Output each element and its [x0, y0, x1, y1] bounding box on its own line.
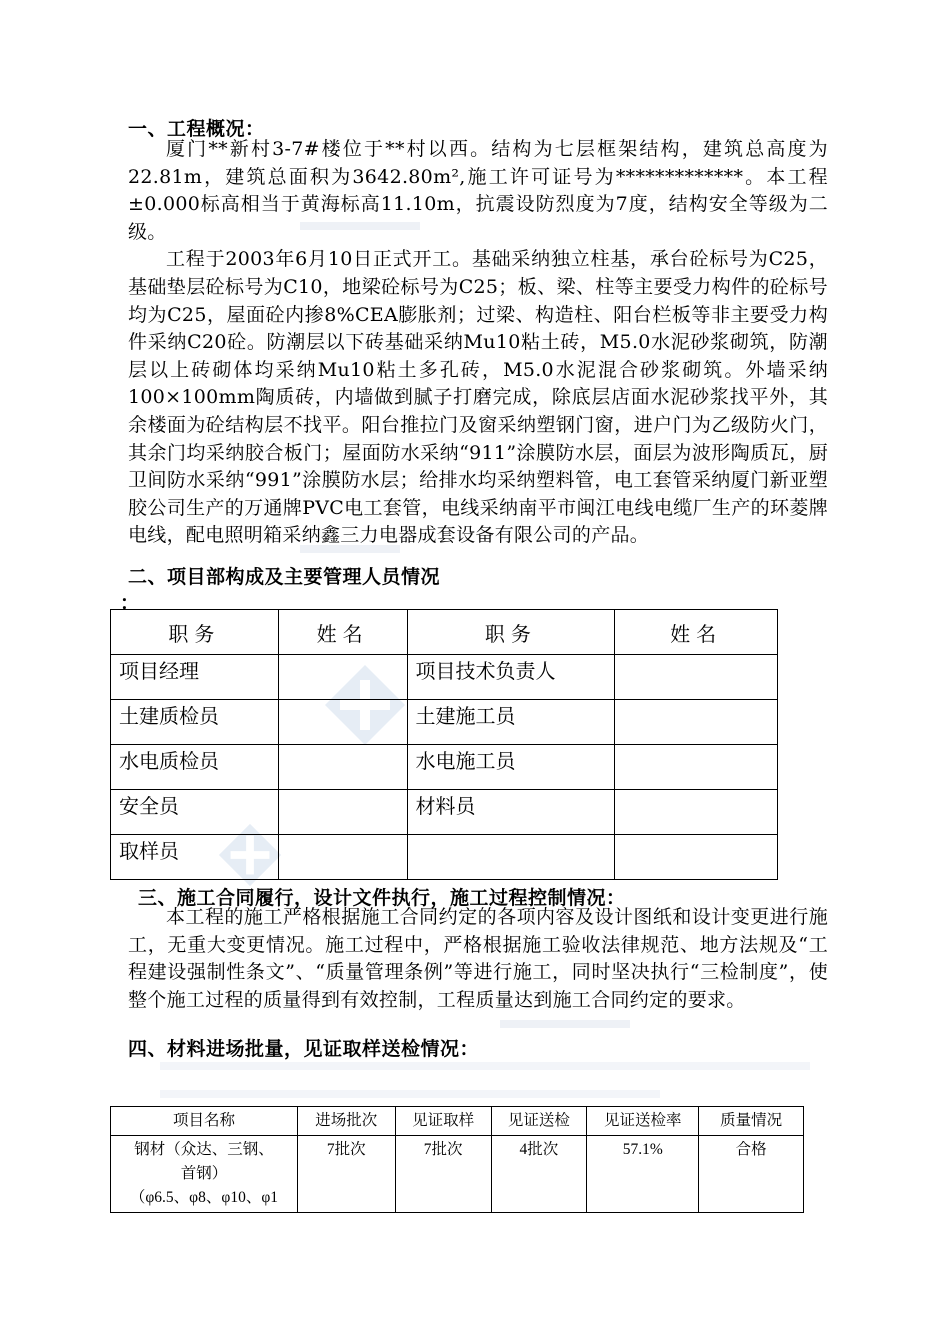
table-header-cell: 质量情况: [699, 1107, 804, 1136]
table-row: [111, 655, 778, 700]
table-row: [111, 835, 778, 880]
table-cell: 材料员: [407, 790, 615, 835]
watermark-text: [500, 1020, 630, 1028]
table-cell: 7批次: [297, 1136, 395, 1213]
table-cell: 土建质检员: [111, 700, 279, 745]
table-cell: [278, 745, 407, 790]
table-header-cell: 见证取样: [395, 1107, 491, 1136]
table-cell: [278, 790, 407, 835]
material-table: [110, 1106, 804, 1213]
table-cell: 安全员: [111, 790, 279, 835]
section-heading: 四、材料进场批量，见证取样送检情况：: [128, 1038, 480, 1060]
cell-line: （φ6.5、φ8、φ10、φ1: [129, 1189, 279, 1206]
table-cell: [278, 700, 407, 745]
table-cell: [615, 745, 778, 790]
table-row: [111, 790, 778, 835]
table-header-cell: 姓名: [615, 610, 778, 655]
paragraph: 本工程的施工严格根据施工合同约定的各项内容及设计图纸和设计变更进行施工，无重大变更情况。施工过程中，严格根据施工验收法律规范、地方法规及“工程建设强制性条文”、“质量管理条例”等进行施工，同时坚决执行“三检制度”，使整个施工过程的质量得到有效控制，工程质量达到施工合同约定的要求。: [128, 906, 828, 1011]
table-cell: [615, 655, 778, 700]
table-cell: 7批次: [395, 1136, 491, 1213]
table-cell: [278, 835, 407, 880]
table-cell: 土建施工员: [407, 700, 615, 745]
table-cell: [615, 700, 778, 745]
section-heading: 一、工程概况：: [128, 118, 265, 140]
table-header-row: [111, 1107, 804, 1136]
table-header-cell: 进场批次: [297, 1107, 395, 1136]
table-header-row: [111, 610, 778, 655]
cell-line: 首钢）: [180, 1165, 228, 1182]
table-cell: [111, 1136, 298, 1213]
watermark-text: [160, 1062, 810, 1070]
table-cell: [615, 790, 778, 835]
table-header-cell: 见证送检率: [587, 1107, 699, 1136]
paragraph: 工程于2003年6月10日正式开工。基础采纳独立柱基，承台砼标号为C25，基础垫层砼标号为C10，地梁砼标号为C25；板、梁、柱等主要受力构件的砼标号均为C25，屋面砼内掺8%CEA膨胀剂；过梁、构造柱、阳台栏板等非主要受力构件采纳C20砼。防潮层以下砖基础采纳Mu10粘土砖，M5.0水泥砂浆砌筑，防潮层以上砖砌体均采纳Mu10粘土多孔砖，M5.0水泥混合砂浆砌筑。外墙采纳100×100mm陶质砖，内墙做到腻子打磨完成，除底层店面水泥砂浆找平外，其余楼面为砼结构层不找平。阳台推拉门及窗采纳塑钢门窗，进户门为乙级防火门，其余门均采纳胶合板门；屋面防水采纳“911”涂膜防水层，面层为波形陶质瓦，厨卫间防水采纳“991”涂膜防水层；给排水均采纳塑料管，电工套管采纳厦门新亚塑胶公司生产的万通牌PVC电工套管，电线采纳南平市闽江电线电缆厂生产的环菱牌电线，配电照明箱采纳鑫三力电器成套设备有限公司的产品。: [128, 248, 828, 547]
table-cell: 项目经理: [111, 655, 279, 700]
table-row: [111, 700, 778, 745]
table-cell: [615, 835, 778, 880]
section-body: [128, 904, 828, 1014]
table-header-cell: 职务: [111, 610, 279, 655]
section-heading: 三、施工合同履行，设计文件执行，施工过程控制情况：: [138, 887, 626, 909]
table-header-cell: 见证送检: [491, 1107, 587, 1136]
staff-table: [110, 609, 778, 880]
table-row: [111, 745, 778, 790]
table-cell: 合格: [699, 1136, 804, 1213]
section-heading-tail: ：: [120, 592, 140, 614]
table-cell: [278, 655, 407, 700]
table-row: [111, 1136, 804, 1213]
table-cell: 水电施工员: [407, 745, 615, 790]
table-header-cell: 职务: [407, 610, 615, 655]
table-cell: 57.1%: [587, 1136, 699, 1213]
table-cell: [407, 835, 615, 880]
section-body: [128, 136, 828, 550]
table-cell: 项目技术负责人: [407, 655, 615, 700]
section-heading: 二、项目部构成及主要管理人员情况: [128, 566, 441, 588]
table-header-cell: 项目名称: [111, 1107, 298, 1136]
table-cell: 4批次: [491, 1136, 587, 1213]
cell-line: 钢材（众达、三钢、: [134, 1141, 274, 1158]
table-cell: 水电质检员: [111, 745, 279, 790]
table-header-cell: 姓名: [278, 610, 407, 655]
watermark-text: [160, 1090, 660, 1098]
paragraph: 厦门**新村3-7#楼位于**村以西。结构为七层框架结构，建筑总高度为22.81m，建筑总面积为3642.80m²,施工许可证号为*************。本工程±0.000标高相当于黄海标高11.10m，抗震设防烈度为7度，结构安全等级为二级。: [128, 138, 828, 243]
table-cell: 取样员: [111, 835, 279, 880]
